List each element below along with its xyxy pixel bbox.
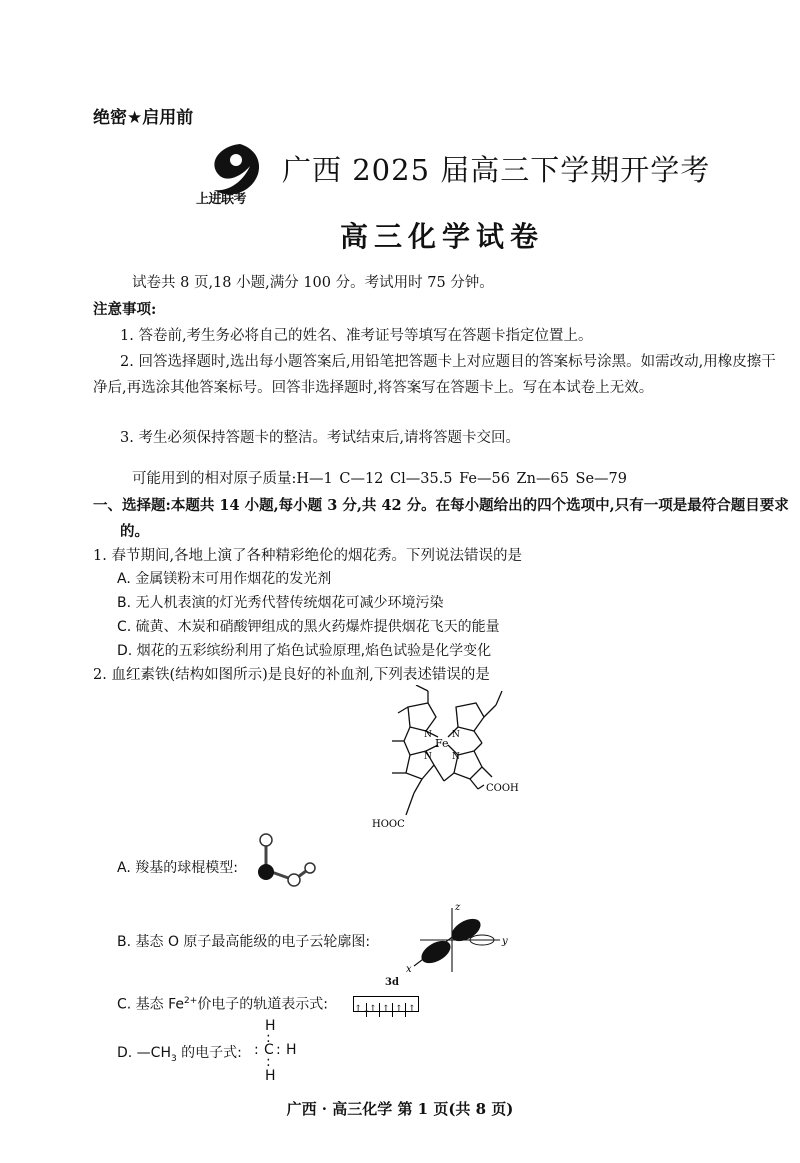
- q1-option-b: B. 无人机表演的灯光秀代替传统烟花可减少环境污染: [117, 595, 444, 611]
- lewis-dots-left: :: [254, 1042, 259, 1058]
- orbital-box-diagram: [353, 993, 419, 1015]
- q2-option-d-suffix: 的电子式:: [176, 1045, 242, 1061]
- q2-option-c: [117, 988, 328, 1018]
- lewis-h-bottom: H: [265, 1068, 276, 1084]
- q1-option-a: A. 金属镁粉末可用作烟花的发光剂: [117, 571, 332, 587]
- lewis-dots-bottom: :: [266, 1054, 271, 1070]
- axis-x-label: x: [406, 964, 412, 975]
- exam-intro: 试卷共 8 页,18 小题,满分 100 分。考试用时 75 分钟。: [132, 275, 494, 291]
- notice-heading: 注意事项:: [93, 301, 157, 318]
- cooh-label: COOH: [486, 783, 519, 794]
- hooc-label: HOOC: [372, 819, 405, 830]
- ch3-lewis-structure: [254, 1018, 308, 1088]
- notice-item-2: 2. 回答选择题时,选出每小题答案后,用铅笔把答题卡上对应题目的答案标号涂黑。如需改动,用橡皮擦干净后,再选涂其他答案标号。回答非选择题时,将答案写在答题卡上。写在本试卷上无效。: [93, 354, 776, 396]
- axis-y-label: y: [502, 936, 508, 947]
- exam-title: 广西 2025 届高三下学期开学考: [282, 153, 711, 187]
- n-label: N: [452, 730, 460, 740]
- orbital-box: ↑: [407, 1003, 417, 1015]
- confidential-mark: 绝密★启用前: [93, 108, 194, 128]
- carboxyl-ball-stick-model: [250, 830, 320, 890]
- notice-item-1: 1. 答卷前,考生务必将自己的姓名、准考证号等填写在答题卡指定位置上。: [120, 328, 593, 344]
- heme-iron-structure: [370, 685, 550, 835]
- lewis-dots-top: :: [266, 1030, 271, 1046]
- n-label: N: [452, 752, 460, 762]
- lewis-h-top: H: [265, 1018, 276, 1034]
- q2-option-a: A. 羧基的球棍模型:: [117, 860, 238, 876]
- fe-charge: 2+: [184, 996, 198, 1006]
- n-label: N: [424, 752, 432, 762]
- lewis-h-right: H: [286, 1042, 297, 1058]
- q2-option-c-prefix: C. 基态 Fe: [117, 996, 185, 1013]
- orbital-box: ↑: [380, 1003, 393, 1017]
- question-1-stem: 1. 春节期间,各地上演了各种精彩绝伦的烟花秀。下列说法错误的是: [93, 548, 523, 564]
- axis-z-label: z: [455, 902, 461, 913]
- orbital-box: ↑: [367, 1003, 380, 1017]
- notice-item-3: 3. 考生必须保持答题卡的整洁。考试结束后,请将答题卡交回。: [120, 430, 521, 446]
- lewis-dots-right: :: [276, 1042, 281, 1058]
- q2-option-b: B. 基态 O 原子最高能级的电子云轮廓图:: [117, 934, 371, 950]
- ch3-subscript: 3: [170, 1053, 177, 1064]
- orbital-3d-label: 3d: [385, 977, 399, 988]
- n-label: N: [424, 730, 432, 740]
- fe-label: Fe: [435, 737, 449, 750]
- q1-option-d: D. 烟花的五彩缤纷利用了焰色试验原理,焰色试验是化学变化: [117, 643, 492, 659]
- page-footer: 广西 · 高三化学 第 1 页(共 8 页): [286, 1100, 514, 1118]
- q1-option-c: C. 硫黄、木炭和硝酸钾组成的黑火药爆炸提供烟花飞天的能量: [117, 619, 500, 635]
- p-orbital-diagram: [400, 900, 510, 980]
- exam-subtitle: 高三化学试卷: [340, 220, 545, 253]
- lewis-c: C: [264, 1042, 274, 1058]
- question-2-stem: 2. 血红素铁(结构如图所示)是良好的补血剂,下列表述错误的是: [93, 667, 490, 683]
- atomic-masses: 可能用到的相对原子质量:H—1 C—12 Cl—35.5 Fe—56 Zn—65 Se—79: [132, 471, 627, 487]
- section-1-heading: 一、选择题:本题共 14 小题,每小题 3 分,共 42 分。在每小题给出的四个选项中,只有一项是最符合题目要求的。: [93, 497, 789, 540]
- logo-text: 上进联考: [196, 192, 247, 207]
- q2-option-c-suffix: 价电子的轨道表示式:: [197, 996, 329, 1013]
- orbital-box: ↑↓: [354, 1003, 371, 1015]
- q2-option-d: [117, 1040, 242, 1072]
- orbital-box: ↑: [393, 1003, 406, 1017]
- q2-option-d-prefix: D. —CH: [117, 1045, 171, 1061]
